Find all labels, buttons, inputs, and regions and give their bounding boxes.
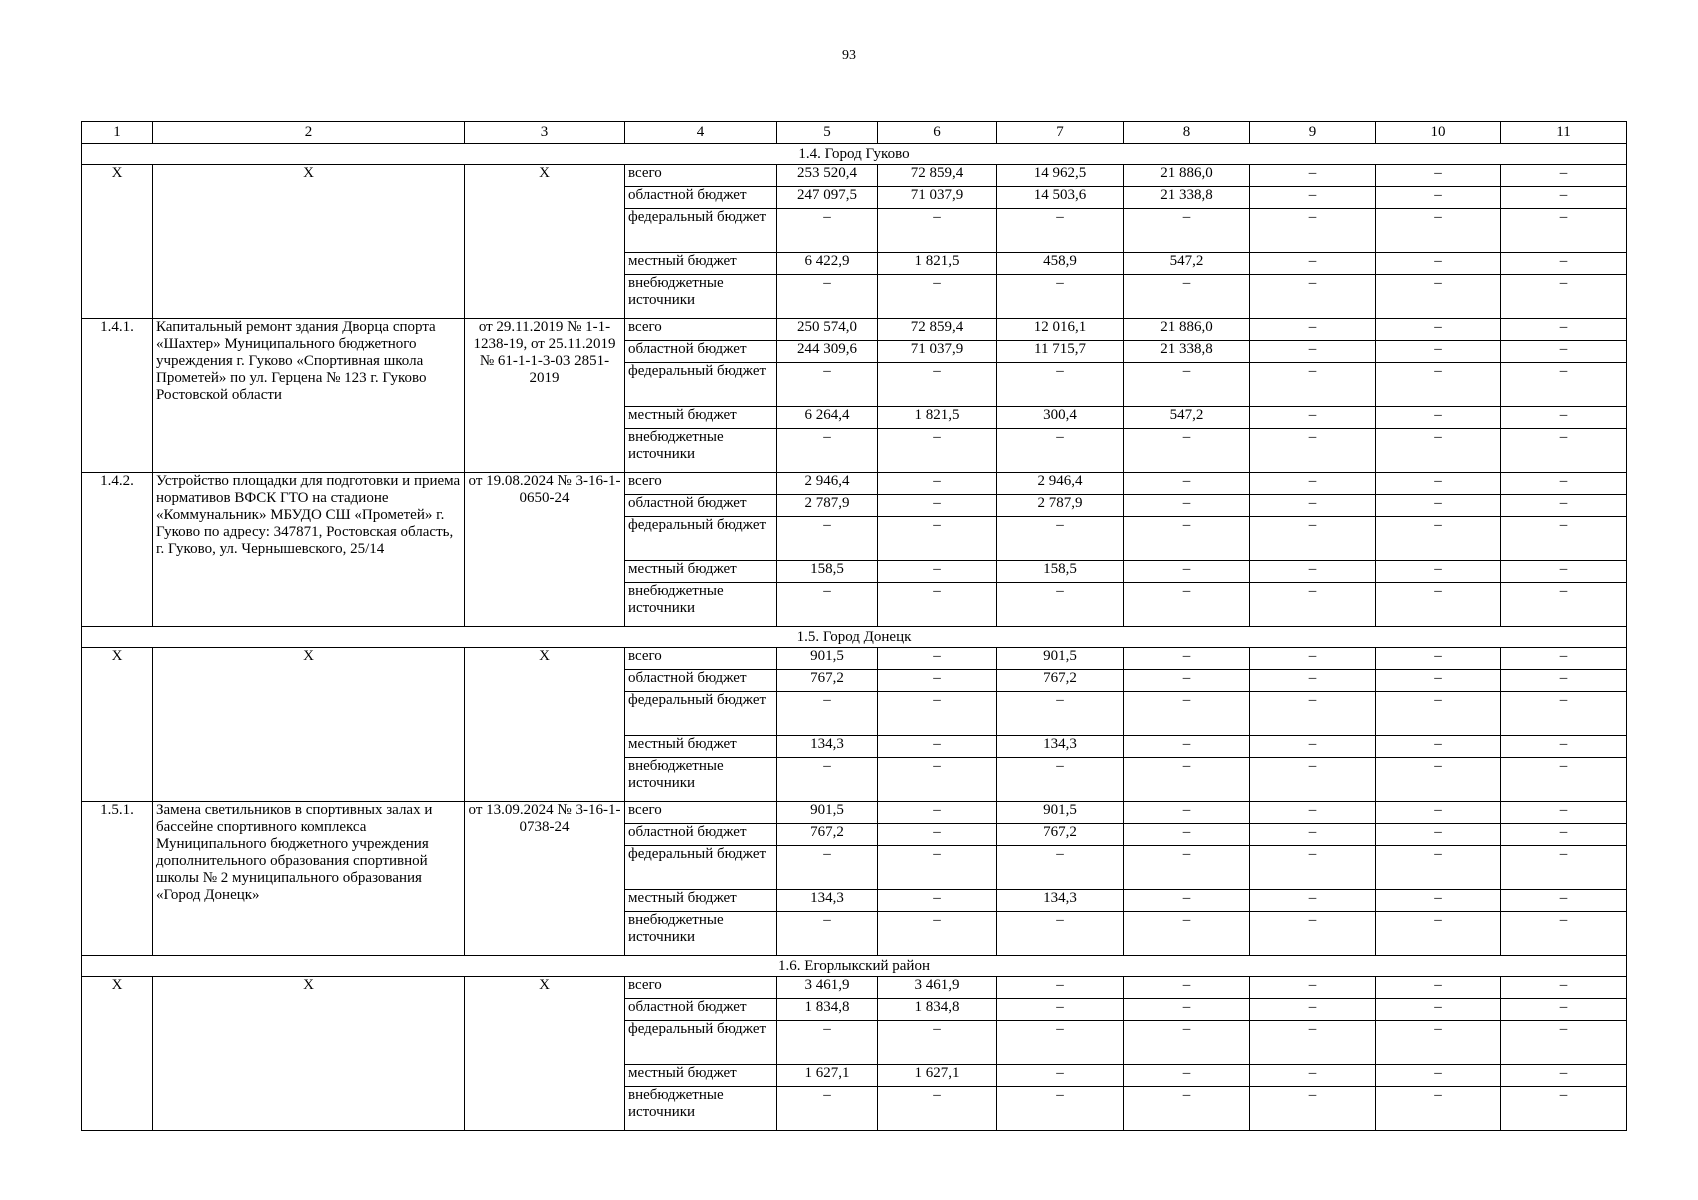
funding-value: – [1124,736,1250,758]
funding-value: – [1501,187,1627,209]
funding-value: – [1501,429,1627,473]
funding-row [82,802,1627,824]
funding-value: – [1250,736,1376,758]
funding-value: 12 016,1 [997,319,1124,341]
funding-value: – [1376,890,1501,912]
funding-value: – [1250,253,1376,275]
funding-value: – [1501,1065,1627,1087]
funding-value: 547,2 [1124,407,1250,429]
funding-source: внебюджетные источники [625,275,777,319]
funding-value: – [878,758,997,802]
funding-value: – [1501,583,1627,627]
funding-value: – [1250,209,1376,253]
item-document: от 13.09.2024 № 3-16-1-0738-24 [465,802,625,956]
funding-value: – [878,517,997,561]
column-number-header: 6 [878,122,997,144]
funding-value: – [1124,1021,1250,1065]
funding-source: местный бюджет [625,561,777,583]
funding-value: – [878,363,997,407]
funding-value: 901,5 [997,648,1124,670]
section-row [82,144,1627,165]
funding-value: – [1250,977,1376,999]
funding-value: – [1250,890,1376,912]
funding-value: – [777,758,878,802]
funding-value: – [777,912,878,956]
funding-value: – [1501,912,1627,956]
funding-value: – [1124,692,1250,736]
funding-value: 300,4 [997,407,1124,429]
funding-value: – [1124,912,1250,956]
funding-value: – [777,363,878,407]
funding-value: – [1124,209,1250,253]
funding-value: – [1376,1087,1501,1131]
column-number-header: 3 [465,122,625,144]
funding-value: – [1124,561,1250,583]
funding-value: – [878,583,997,627]
funding-value: – [1376,583,1501,627]
item-number: 1.4.1. [82,319,153,473]
funding-value: – [1250,846,1376,890]
funding-value: 901,5 [777,802,878,824]
funding-value: – [997,517,1124,561]
funding-value: – [1501,890,1627,912]
funding-value: – [777,209,878,253]
funding-source: федеральный бюджет [625,363,777,407]
section-row [82,956,1627,977]
funding-value: – [777,692,878,736]
funding-source: областной бюджет [625,824,777,846]
funding-value: – [1250,319,1376,341]
funding-value: 14 962,5 [997,165,1124,187]
funding-value: – [1124,824,1250,846]
item-name: X [153,977,465,1131]
funding-value: – [997,583,1124,627]
funding-value: – [878,648,997,670]
funding-value: – [997,758,1124,802]
funding-source: местный бюджет [625,253,777,275]
funding-value: – [1501,341,1627,363]
funding-value: 247 097,5 [777,187,878,209]
funding-source: всего [625,165,777,187]
funding-value: 134,3 [777,890,878,912]
funding-value: – [997,363,1124,407]
funding-value: – [1124,1087,1250,1131]
funding-value: – [1124,670,1250,692]
funding-value: – [997,209,1124,253]
funding-source: областной бюджет [625,670,777,692]
funding-value: – [1250,670,1376,692]
funding-value: 1 834,8 [777,999,878,1021]
funding-value: 134,3 [777,736,878,758]
column-number-header: 11 [1501,122,1627,144]
item-number: X [82,648,153,802]
funding-value: 134,3 [997,890,1124,912]
funding-value: – [1250,1065,1376,1087]
funding-value: – [997,977,1124,999]
section-title: 1.5. Город Донецк [82,627,1627,648]
funding-value: 2 946,4 [777,473,878,495]
funding-source: федеральный бюджет [625,846,777,890]
column-number-row [82,122,1627,144]
funding-source: местный бюджет [625,890,777,912]
funding-value: – [1376,319,1501,341]
funding-value: 2 787,9 [997,495,1124,517]
funding-value: – [1501,977,1627,999]
funding-value: 21 338,8 [1124,187,1250,209]
funding-source: внебюджетные источники [625,758,777,802]
funding-source: внебюджетные источники [625,429,777,473]
funding-value: – [997,1065,1124,1087]
funding-source: местный бюджет [625,407,777,429]
funding-value: 134,3 [997,736,1124,758]
funding-value: 21 886,0 [1124,319,1250,341]
funding-value: 14 503,6 [997,187,1124,209]
funding-source: областной бюджет [625,495,777,517]
funding-source: местный бюджет [625,1065,777,1087]
column-number-header: 7 [997,122,1124,144]
funding-value: 2 787,9 [777,495,878,517]
funding-value: – [1501,1021,1627,1065]
funding-value: 21 886,0 [1124,165,1250,187]
funding-source: всего [625,473,777,495]
funding-value: – [1501,517,1627,561]
funding-value: – [1124,363,1250,407]
funding-value: 3 461,9 [878,977,997,999]
funding-value: 71 037,9 [878,341,997,363]
funding-value: – [1501,495,1627,517]
funding-value: – [1250,1087,1376,1131]
funding-value: 21 338,8 [1124,341,1250,363]
funding-value: – [997,999,1124,1021]
funding-value: – [1501,670,1627,692]
funding-value: – [1376,561,1501,583]
funding-value: – [1376,1065,1501,1087]
funding-value: 71 037,9 [878,187,997,209]
funding-value: – [1124,758,1250,802]
funding-value: – [1250,1021,1376,1065]
funding-value: – [1376,165,1501,187]
funding-value: – [1376,187,1501,209]
funding-value: – [1124,1065,1250,1087]
funding-value: – [1501,253,1627,275]
funding-value: – [777,517,878,561]
funding-source: всего [625,648,777,670]
funding-value: – [997,1021,1124,1065]
funding-value: – [1124,648,1250,670]
funding-value: 158,5 [997,561,1124,583]
funding-value: – [878,692,997,736]
funding-value: – [1250,561,1376,583]
funding-value: – [1124,846,1250,890]
item-number: 1.4.2. [82,473,153,627]
funding-value: – [1376,495,1501,517]
funding-value: – [1250,517,1376,561]
funding-value: – [878,209,997,253]
funding-source: всего [625,977,777,999]
funding-value: – [1250,495,1376,517]
funding-source: внебюджетные источники [625,1087,777,1131]
funding-source: областной бюджет [625,187,777,209]
funding-value: – [1124,517,1250,561]
item-document: от 19.08.2024 № 3-16-1-0650-24 [465,473,625,627]
funding-value: – [1501,319,1627,341]
funding-value: – [878,473,997,495]
funding-value: – [1250,999,1376,1021]
funding-value: – [1250,341,1376,363]
funding-value: – [997,692,1124,736]
funding-value: – [878,429,997,473]
funding-source: всего [625,319,777,341]
funding-value: – [1376,977,1501,999]
funding-value: – [1376,275,1501,319]
funding-value: – [1501,758,1627,802]
funding-value: 72 859,4 [878,165,997,187]
funding-value: – [1376,802,1501,824]
funding-value: – [878,275,997,319]
funding-value: – [1501,824,1627,846]
funding-row [82,165,1627,187]
funding-value: – [777,1021,878,1065]
item-document: X [465,165,625,319]
funding-value: – [1501,692,1627,736]
funding-value: 3 461,9 [777,977,878,999]
funding-source: федеральный бюджет [625,1021,777,1065]
funding-value: – [1376,341,1501,363]
funding-value: – [1501,802,1627,824]
funding-value: – [1376,517,1501,561]
funding-value: – [1501,473,1627,495]
funding-value: – [1250,824,1376,846]
funding-value: – [878,912,997,956]
funding-value: – [1501,999,1627,1021]
funding-value: – [878,736,997,758]
funding-value: – [1250,187,1376,209]
column-number-header: 10 [1376,122,1501,144]
funding-table [81,121,1627,1131]
page-number: 93 [842,48,856,63]
funding-value: – [1124,802,1250,824]
funding-value: – [1250,758,1376,802]
item-document: X [465,977,625,1131]
column-number-header: 8 [1124,122,1250,144]
funding-value: – [1250,648,1376,670]
funding-value: – [878,495,997,517]
item-document: X [465,648,625,802]
funding-value: – [777,846,878,890]
funding-row [82,473,1627,495]
funding-value: – [997,275,1124,319]
funding-value: – [1376,736,1501,758]
column-number-header: 9 [1250,122,1376,144]
funding-value: – [1250,583,1376,627]
funding-value: – [1376,429,1501,473]
funding-value: – [1250,407,1376,429]
funding-value: – [878,1021,997,1065]
funding-value: – [777,429,878,473]
funding-source: областной бюджет [625,341,777,363]
funding-value: – [1501,165,1627,187]
funding-value: – [1501,846,1627,890]
funding-value: 1 821,5 [878,407,997,429]
funding-value: – [997,1087,1124,1131]
funding-value: – [1501,363,1627,407]
column-number-header: 1 [82,122,153,144]
funding-source: федеральный бюджет [625,517,777,561]
funding-value: – [1376,209,1501,253]
funding-value: 767,2 [997,670,1124,692]
funding-value: 1 627,1 [878,1065,997,1087]
funding-value: – [1376,253,1501,275]
funding-value: – [1376,999,1501,1021]
funding-value: – [1250,473,1376,495]
section-title: 1.4. Город Гуково [82,144,1627,165]
funding-value: – [1376,648,1501,670]
funding-value: – [1250,692,1376,736]
funding-value: – [1376,473,1501,495]
funding-value: – [1376,912,1501,956]
section-title: 1.6. Егорлыкский район [82,956,1627,977]
funding-value: 767,2 [777,824,878,846]
funding-value: – [1501,561,1627,583]
funding-source: федеральный бюджет [625,209,777,253]
funding-source: внебюджетные источники [625,912,777,956]
column-number-header: 4 [625,122,777,144]
funding-value: – [878,890,997,912]
funding-value: 250 574,0 [777,319,878,341]
funding-value: – [1376,846,1501,890]
column-number-header: 5 [777,122,878,144]
funding-value: 158,5 [777,561,878,583]
funding-row [82,977,1627,999]
funding-source: областной бюджет [625,999,777,1021]
funding-value: – [1124,977,1250,999]
funding-value: 72 859,4 [878,319,997,341]
funding-value: 1 821,5 [878,253,997,275]
funding-value: – [1124,890,1250,912]
funding-value: – [1250,275,1376,319]
item-name: X [153,165,465,319]
funding-value: – [1124,429,1250,473]
item-document: от 29.11.2019 № 1-1-1238-19, от 25.11.2019 № 61-1-1-3-03 2851-2019 [465,319,625,473]
funding-value: – [878,561,997,583]
funding-value: – [1250,165,1376,187]
item-name: Капитальный ремонт здания Дворца спорта «Шахтер» Муниципального бюджетного учреждения г. Гуково «Спортивная школа Прометей» по ул. Герцена № 123 г. Гуково Ростовской области [153,319,465,473]
column-number-header: 2 [153,122,465,144]
funding-value: 901,5 [777,648,878,670]
funding-value: – [878,802,997,824]
funding-value: 244 309,6 [777,341,878,363]
funding-value: 767,2 [997,824,1124,846]
item-number: X [82,977,153,1131]
funding-value: – [1501,648,1627,670]
funding-value: – [997,912,1124,956]
funding-value: – [1376,670,1501,692]
funding-value: – [878,846,997,890]
funding-value: – [878,1087,997,1131]
item-name: Устройство площадки для подготовки и приема нормативов ВФСК ГТО на стадионе «Коммунальник» МБУДО СШ «Прометей» г. Гуково по адресу: 347871, Ростовская область, г. Гуково, ул. Чернышевского, 25/14 [153,473,465,627]
funding-value: – [1250,912,1376,956]
funding-value: 901,5 [997,802,1124,824]
funding-value: – [1124,495,1250,517]
funding-value: – [1376,758,1501,802]
funding-value: – [997,429,1124,473]
funding-value: – [1124,999,1250,1021]
funding-value: 2 946,4 [997,473,1124,495]
funding-value: – [1376,1021,1501,1065]
funding-value: – [878,824,997,846]
funding-value: – [1501,1087,1627,1131]
funding-source: федеральный бюджет [625,692,777,736]
funding-value: 6 422,9 [777,253,878,275]
item-number: X [82,165,153,319]
funding-value: 458,9 [997,253,1124,275]
funding-value: – [777,275,878,319]
table-body [82,122,1627,1131]
funding-value: – [1250,363,1376,407]
funding-value: 6 264,4 [777,407,878,429]
funding-value: – [1501,736,1627,758]
funding-value: – [1376,692,1501,736]
funding-row [82,319,1627,341]
funding-value: – [777,583,878,627]
item-name: X [153,648,465,802]
item-number: 1.5.1. [82,802,153,956]
funding-value: 547,2 [1124,253,1250,275]
funding-value: – [1376,363,1501,407]
funding-value: – [1250,802,1376,824]
funding-value: 767,2 [777,670,878,692]
funding-value: – [1501,209,1627,253]
funding-value: – [878,670,997,692]
funding-value: – [1501,407,1627,429]
section-row [82,627,1627,648]
funding-value: 253 520,4 [777,165,878,187]
funding-value: – [1250,429,1376,473]
funding-value: – [1376,824,1501,846]
funding-value: 1 627,1 [777,1065,878,1087]
funding-value: – [1124,275,1250,319]
item-name: Замена светильников в спортивных залах и бассейне спортивного комплекса Муниципального бюджетного учреждения дополнительного образования спортивной школы № 2 муниципального образования «Город Донецк» [153,802,465,956]
funding-value: – [777,1087,878,1131]
funding-value: – [1501,275,1627,319]
funding-value: 1 834,8 [878,999,997,1021]
funding-value: – [1376,407,1501,429]
funding-value: – [997,846,1124,890]
funding-row [82,648,1627,670]
funding-value: 11 715,7 [997,341,1124,363]
funding-value: – [1124,583,1250,627]
funding-source: внебюджетные источники [625,583,777,627]
funding-source: местный бюджет [625,736,777,758]
funding-source: всего [625,802,777,824]
funding-value: – [1124,473,1250,495]
